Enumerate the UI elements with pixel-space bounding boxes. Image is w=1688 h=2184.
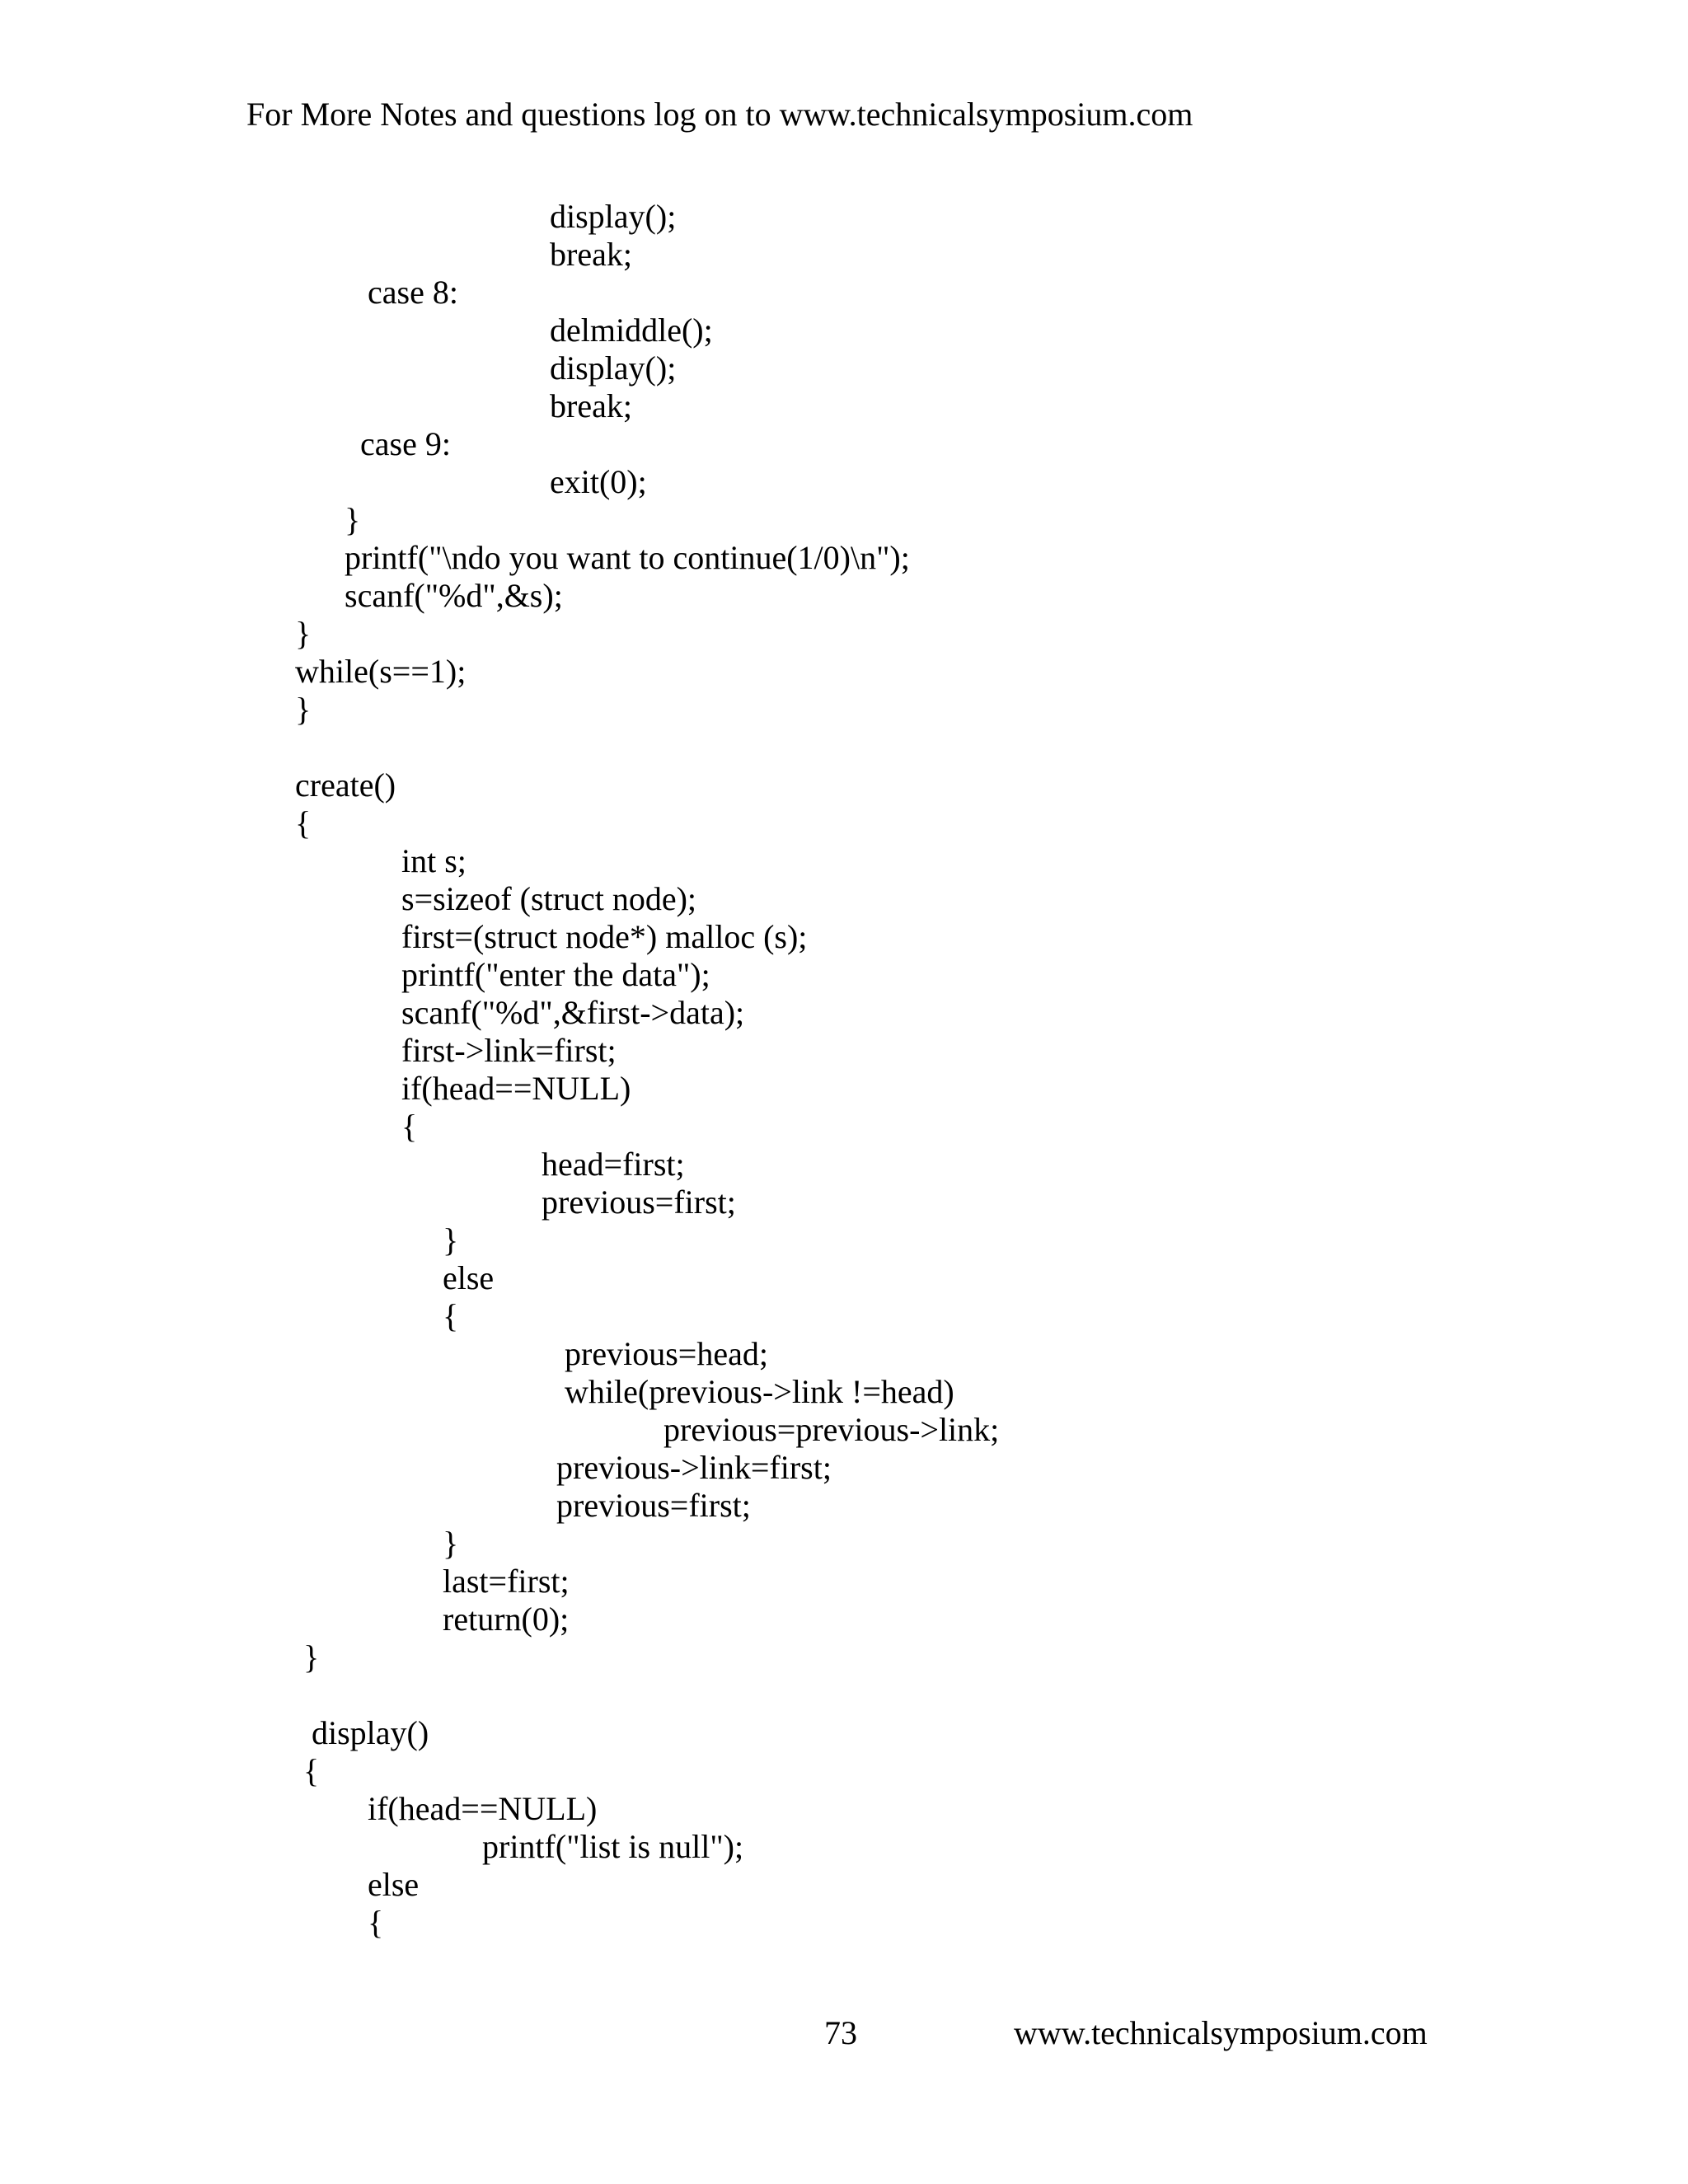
code-line: { <box>295 804 312 841</box>
code-line: case 9: <box>360 425 451 462</box>
code-line: return(0); <box>443 1601 570 1638</box>
code-line: { <box>401 1108 418 1145</box>
code-line: previous=first; <box>556 1487 751 1524</box>
code-line: } <box>443 1221 459 1258</box>
code-line: break; <box>550 387 632 424</box>
code-line: scanf("%d",&s); <box>345 577 563 614</box>
code-line: scanf("%d",&first->data); <box>401 994 745 1031</box>
code-line: delmiddle(); <box>550 312 713 349</box>
code-line: else <box>368 1866 420 1903</box>
code-line: printf("list is null"); <box>482 1828 744 1865</box>
code-line: last=first; <box>443 1563 570 1600</box>
code-line: else <box>443 1259 495 1296</box>
code-line: exit(0); <box>550 463 647 500</box>
code-line: } <box>303 1638 320 1675</box>
code-line: create() <box>295 766 396 804</box>
code-line: previous=first; <box>542 1183 736 1221</box>
code-line: printf("enter the data"); <box>401 956 710 993</box>
code-line: s=sizeof (struct node); <box>401 880 697 917</box>
code-line: printf("\ndo you want to continue(1/0)\n"); <box>345 539 910 576</box>
code-line: while(previous->link !=head) <box>565 1373 954 1410</box>
code-line: { <box>368 1904 384 1941</box>
code-line: { <box>303 1752 320 1789</box>
code-line: } <box>295 615 312 652</box>
code-line: previous=previous->link; <box>663 1411 1000 1448</box>
code-line: first=(struct node*) malloc (s); <box>401 918 808 955</box>
code-line: } <box>345 501 361 538</box>
code-line: while(s==1); <box>295 653 467 690</box>
page-header: For More Notes and questions log on to www.technicalsymposium.com <box>246 96 1193 133</box>
code-line: first->link=first; <box>401 1032 617 1069</box>
code-line: if(head==NULL) <box>401 1070 631 1107</box>
code-line: previous=head; <box>565 1335 768 1372</box>
footer-website: www.technicalsymposium.com <box>1014 2014 1428 2051</box>
code-line: display() <box>312 1714 429 1751</box>
code-line: head=first; <box>542 1146 685 1183</box>
code-line: int s; <box>401 842 467 879</box>
code-line: case 8: <box>368 274 458 311</box>
code-line: display(); <box>550 198 677 235</box>
code-line: } <box>295 691 312 728</box>
code-line: if(head==NULL) <box>368 1790 598 1827</box>
code-line: break; <box>550 236 632 273</box>
code-line: previous->link=first; <box>556 1449 832 1486</box>
code-line: { <box>443 1297 459 1334</box>
code-line: display(); <box>550 349 677 387</box>
code-line: } <box>443 1525 459 1562</box>
page-number: 73 <box>824 2014 857 2051</box>
